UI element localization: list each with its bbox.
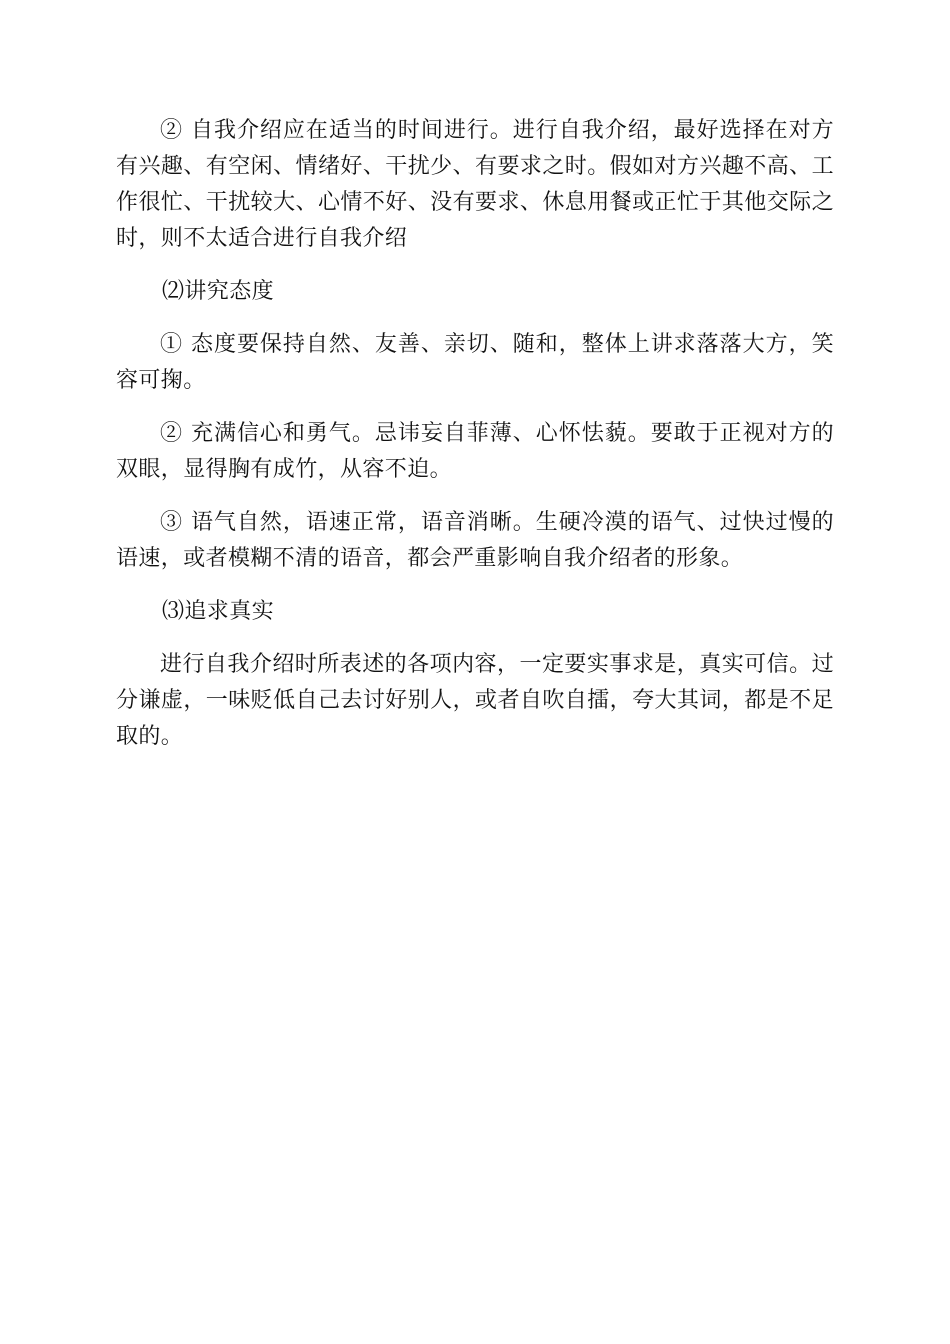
paragraph-natural-attitude: ① 态度要保持自然、友善、亲切、随和，整体上讲求落落大方，笑容可掬。 — [116, 332, 834, 393]
heading-attitude: ⑵讲究态度 — [162, 279, 275, 304]
heading-truthfulness: ⑶追求真实 — [162, 599, 275, 624]
document-body — [116, 113, 834, 772]
paragraph-confidence: ② 充满信心和勇气。忌讳妄自菲薄、心怀怯藐。要敢于正视对方的双眼，显得胸有成竹，从容不迫。 — [116, 421, 834, 482]
paragraph-tone: ③ 语气自然，语速正常，语音消晰。生硬冷漠的语气、过快过慢的语速，或者模糊不清的语音，都会严重影响自我介绍者的形象。 — [116, 510, 834, 571]
paragraph-timing: ② 自我介绍应在适当的时间进行。进行自我介绍，最好选择在对方有兴趣、有空闲、情绪好、干扰少、有要求之时。假如对方兴趣不高、工作很忙、干扰较大、心情不好、没有要求、休息用餐或正忙于其他交际之时，则不太适合进行自我介绍 — [116, 118, 834, 251]
paragraph-truthfulness: 进行自我介绍时所表述的各项内容，一定要实事求是，真实可信。过分谦虚，一味贬低自己去讨好别人，或者自吹自擂，夸大其词，都是不足取的。 — [116, 652, 834, 749]
